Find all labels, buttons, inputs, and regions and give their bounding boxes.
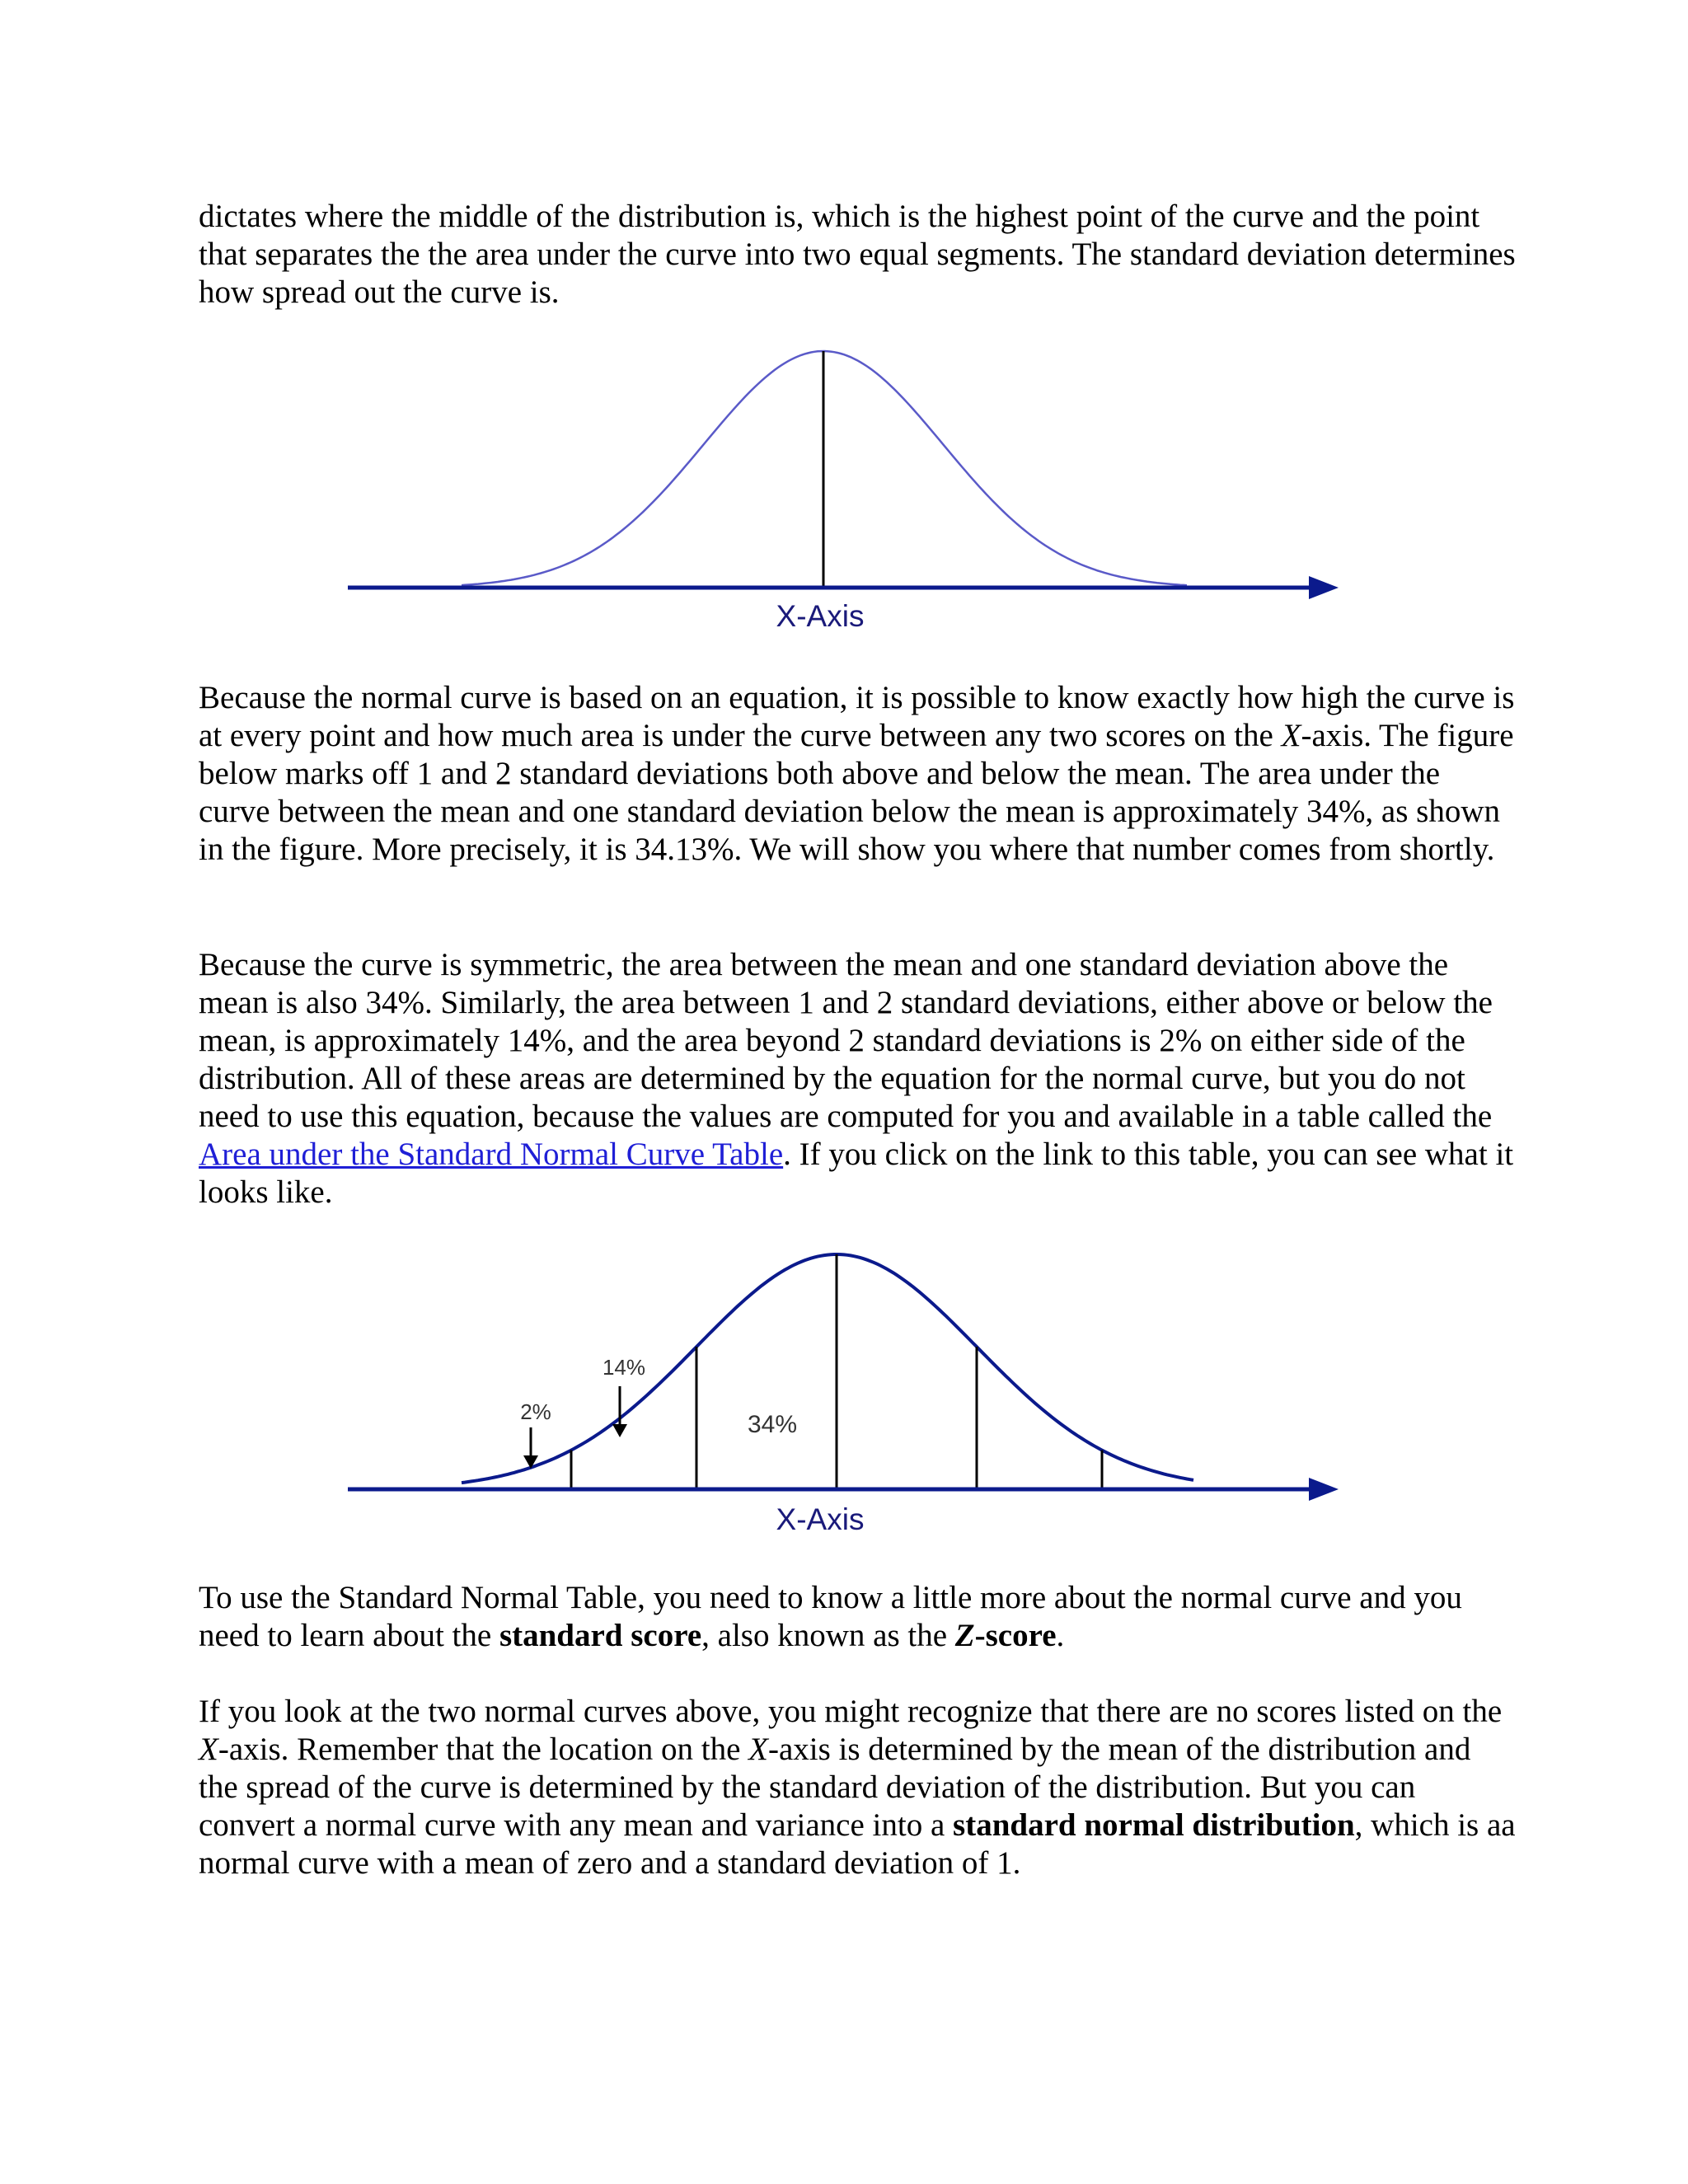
normal-curve-figure [338,338,1343,643]
paragraph-equation [199,679,1517,869]
x-axis-arrowhead [1309,1478,1339,1501]
paragraph-text: . If you click on the link to this table, you can see what it looks like. [199,1137,1514,1210]
x-italic: X [748,1732,768,1767]
x-axis-arrowhead [1309,576,1339,599]
paragraph-text: Because the curve is symmetric, the area between the mean and one standard deviation above the mean is also 34%. Similarly, the area between 1 and 2 standard deviations, either above or below the mean, is approximately 14%, and the area beyond 2 standard deviations is 2% on either side of the distribution. All of these areas are determined by the equation for the normal curve, but you do not need to use this equation, because the values are computed for you and available in a table called the [199,947,1493,1134]
paragraph-text: -axis. The figure below marks off 1 and 2 standard deviations both above and below the mean. The area under the curve between the mean and one standard deviation below the mean is approximately 34%, as shown in the figure. More precisely, it is 34.13%. We will show you where that number comes from shortly. [199,718,1514,867]
x-axis-label: X-Axis [776,599,865,633]
x-axis-label: X-Axis [776,1502,865,1536]
paragraph-text: . [1056,1618,1065,1653]
paragraph-text: -axis is determined by the mean of the distribution and the spread of the curve is determined by the standard deviation of the distribution. But you can convert a normal curve with any mean and variance into a [199,1732,1471,1843]
paragraph-conversion [199,1693,1517,1882]
normal-curve [462,1254,1193,1483]
paragraph-text: , also known as the [701,1618,955,1653]
label-14-percent: 14% [602,1355,646,1380]
paragraph-text: To use the Standard Normal Table, you need to know a little more about the normal curve and you need to learn about the [199,1580,1462,1653]
x-italic: X [199,1732,218,1767]
standard-score-term: standard score [499,1618,702,1653]
arrow-down-icon [612,1424,627,1437]
label-34-percent: 34% [747,1411,798,1438]
standard-normal-distribution-term: standard normal distribution [953,1807,1355,1843]
z-italic: Z [954,1618,975,1653]
x-italic: X [1281,718,1301,753]
paragraph-text: , which is aa normal curve with a mean of zero and a standard deviation of 1. [199,1807,1516,1881]
paragraph-symmetry [199,946,1517,1212]
label-2-percent: 2% [520,1399,551,1424]
standard-normal-table-link[interactable]: Area under the Standard Normal Curve Table [199,1137,784,1172]
paragraph-text: dictates where the middle of the distribution is, which is the highest point of the curve and the point that separates the the area under the curve into two equal segments. The standard deviation determines how spread out the curve is. [199,199,1516,310]
paragraph-text: -axis. Remember that the location on the [218,1732,749,1767]
paragraph-mean-and-sd [199,198,1517,312]
paragraph-text: Because the normal curve is based on an equation, it is possible to know exactly how high the curve is at every point and how much area is under the curve between any two scores on the [199,680,1515,753]
z-score-term: -score [974,1618,1057,1653]
normal-curve-sd-figure [338,1236,1343,1541]
paragraph-standard-table [199,1579,1517,1655]
paragraph-text: If you look at the two normal curves above, you might recognize that there are no scores listed on the [199,1694,1503,1729]
